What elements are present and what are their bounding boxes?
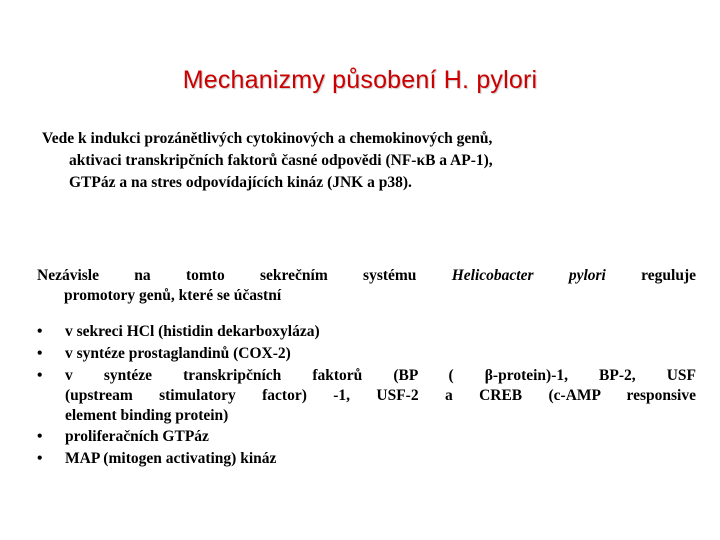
list-item-text: MAP (mitogen activating) kináz xyxy=(65,450,277,467)
regulation-line-2: promotory genů, které se účastní xyxy=(64,287,282,304)
regulation-prefix: Nezávisle na tomto sekrečním systému xyxy=(37,267,452,284)
list-item xyxy=(37,449,696,469)
bullet-icon: • xyxy=(37,450,43,467)
list-item xyxy=(37,322,696,342)
bullet-icon: • xyxy=(37,345,43,362)
intro-paragraph xyxy=(42,128,682,194)
regulation-paragraph xyxy=(37,266,696,306)
list-item xyxy=(37,427,696,447)
bullet-icon: • xyxy=(37,323,43,340)
intro-line-1: Vede k indukci prozánětlivých cytokinových a chemokinových genů, xyxy=(42,130,493,147)
list-item xyxy=(37,344,696,364)
bullet-icon: • xyxy=(37,367,43,384)
regulation-suffix: reguluje xyxy=(605,267,696,284)
list-item-text: proliferačních GTPáz xyxy=(65,428,209,445)
list-item-text: v syntéze prostaglandinů (COX-2) xyxy=(65,345,291,362)
list-item xyxy=(37,366,696,425)
regulation-line-1 xyxy=(37,266,696,286)
intro-line-2: aktivaci transkripčních faktorů časné odpovědi (NF-κB a AP-1), xyxy=(69,152,493,169)
list-item-text-end: element binding protein) xyxy=(65,407,229,424)
bullet-list xyxy=(37,322,696,471)
list-item-text-cont: (upstream stimulatory factor) -1, USF-2 a CREB (c-AMP responsive xyxy=(65,387,696,404)
slide-title: Mechanizmy působení H. pylori xyxy=(182,66,538,94)
species-name: Helicobacter pylori xyxy=(451,267,606,284)
list-item-text: v syntéze transkripčních faktorů (BP ( β-protein)-1, BP-2, USF xyxy=(65,367,696,384)
bullet-icon: • xyxy=(37,428,43,445)
intro-line-3: GTPáz a na stres odpovídajících kináz (JNK a p38). xyxy=(69,174,412,191)
list-item-text: v sekreci HCl (histidin dekarboxyláza) xyxy=(65,323,320,340)
